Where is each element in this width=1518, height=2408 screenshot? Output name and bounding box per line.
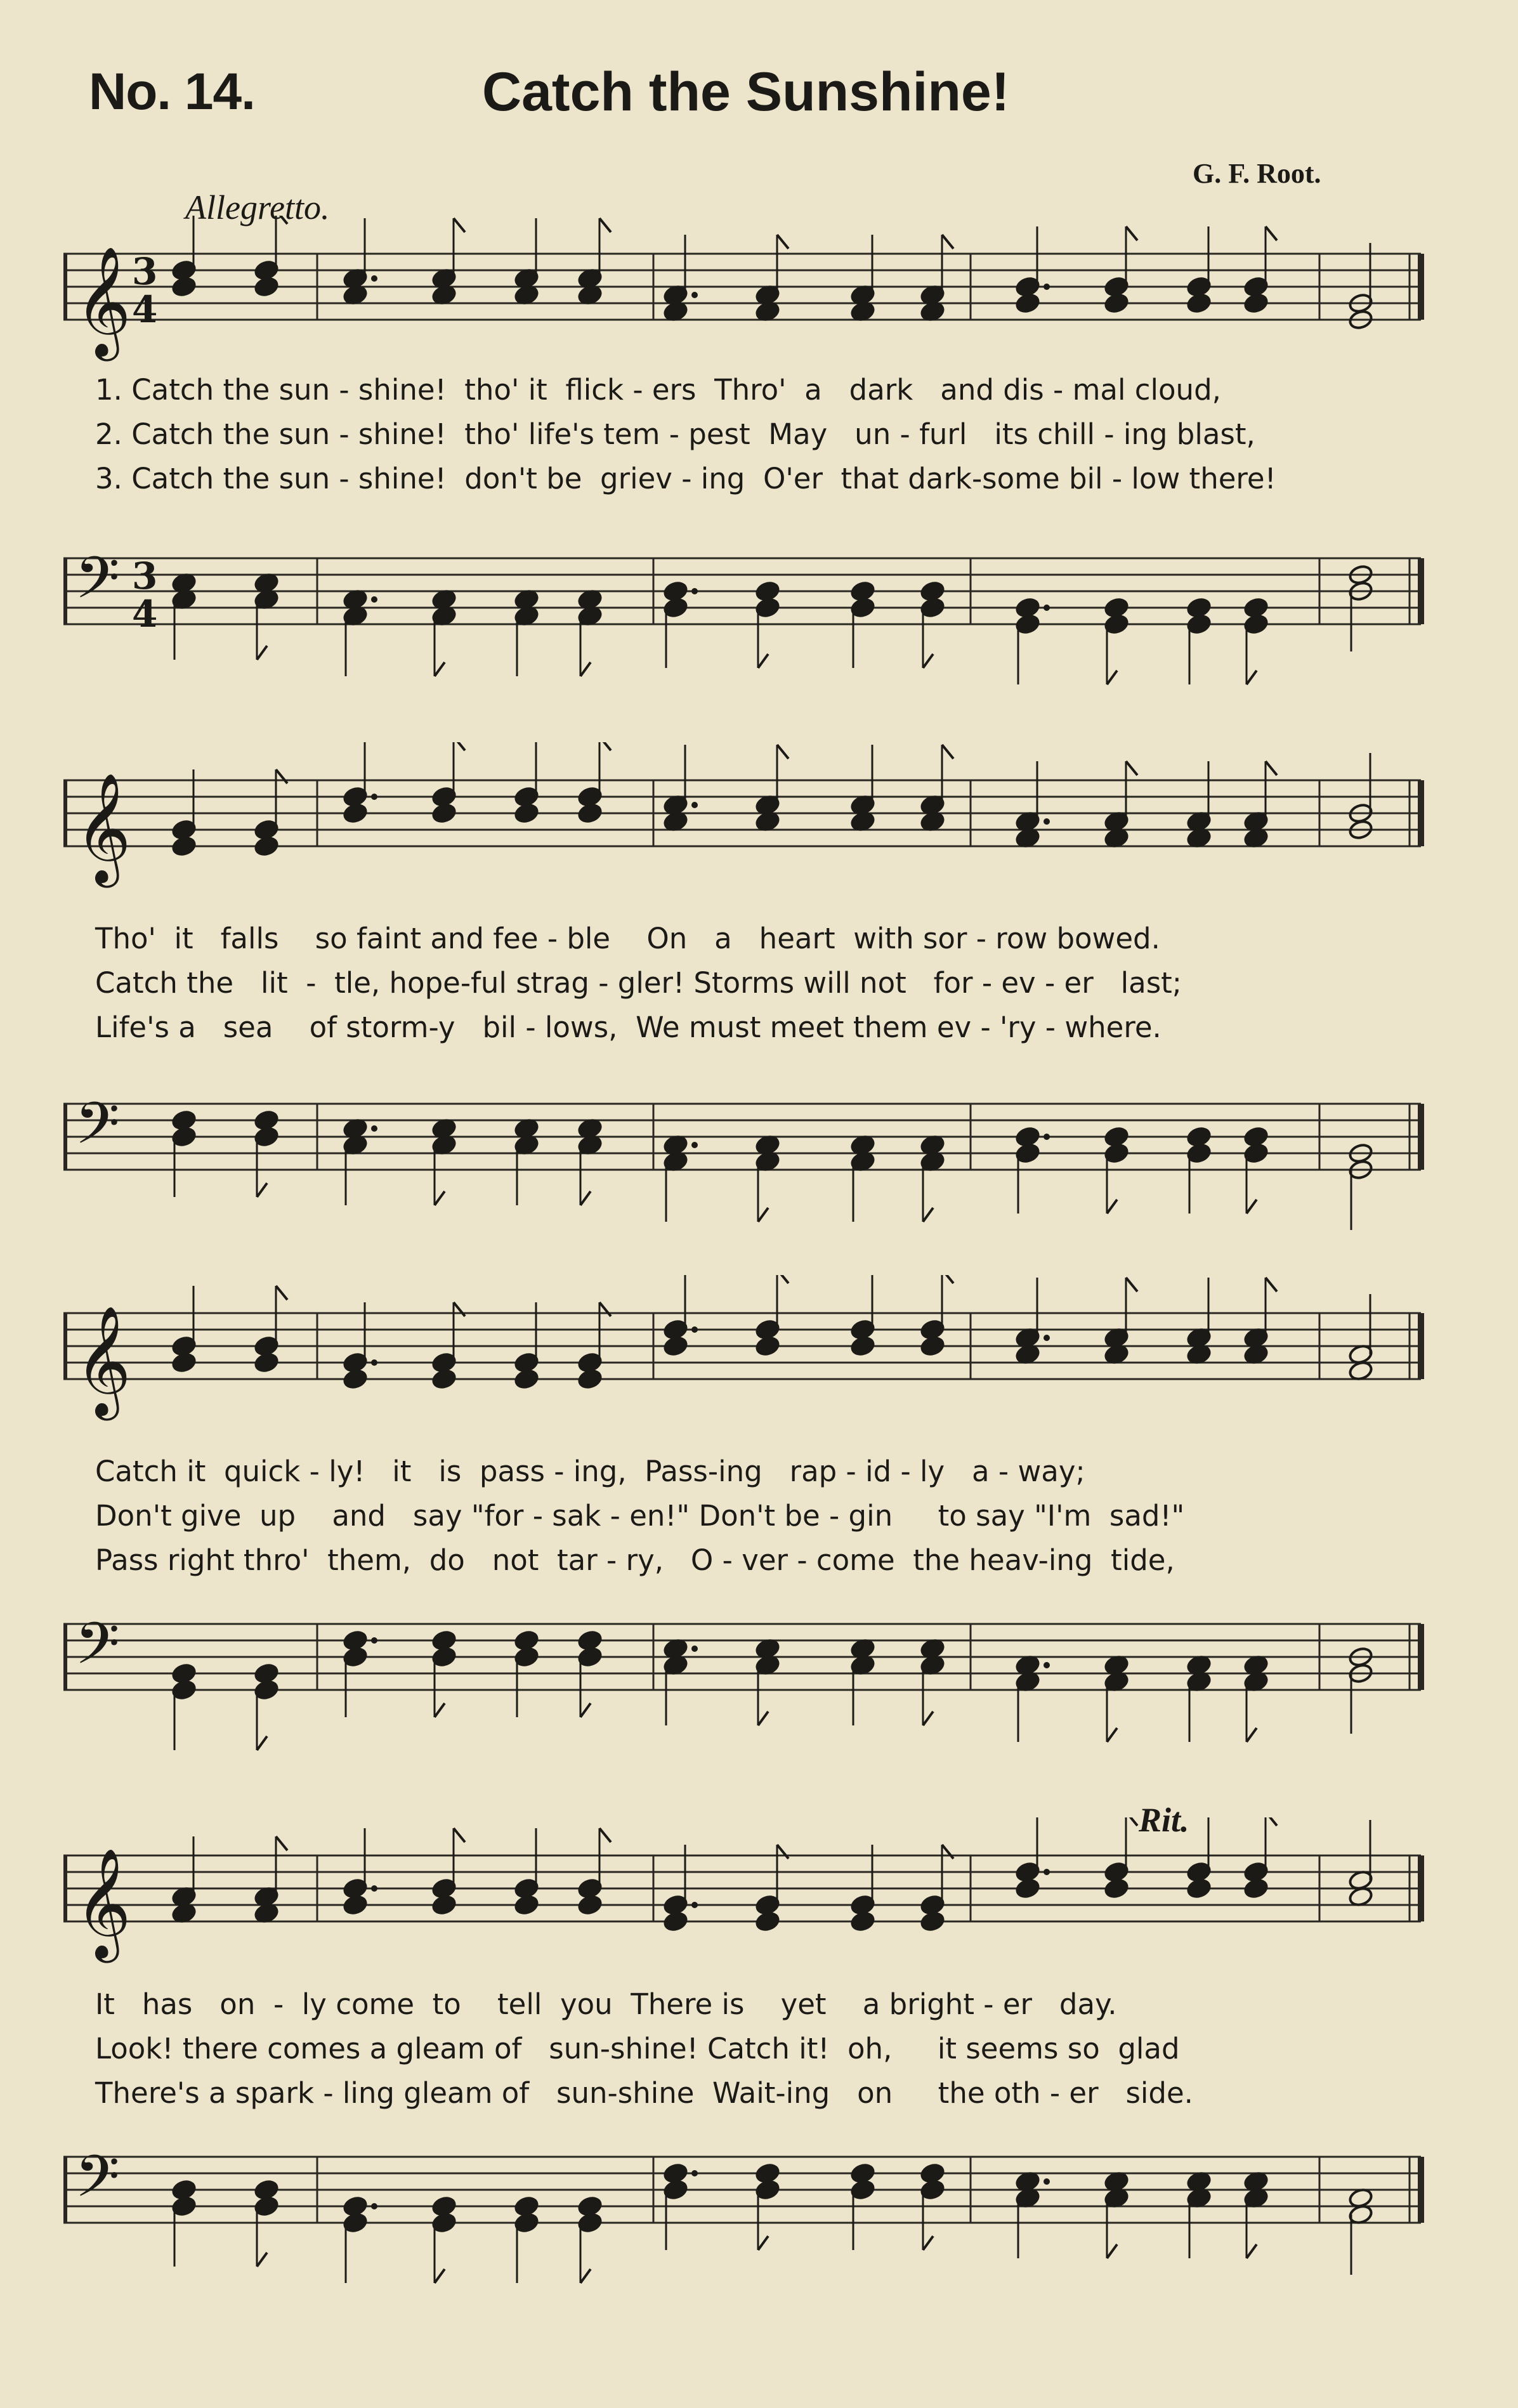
dot <box>691 2170 698 2176</box>
dot <box>691 588 698 594</box>
eighth-flag <box>1246 1728 1257 1742</box>
quarter-note <box>755 1335 780 1357</box>
lyric-verse-3: There's a spark - ling gleam of sun-shine Wait-ing on the oth - er side. <box>95 2076 1193 2110</box>
eighth-flag <box>454 1302 465 1316</box>
eighth-flag <box>923 1711 933 1725</box>
dot <box>1044 1662 1050 1668</box>
quarter-note <box>514 802 539 824</box>
quarter-note <box>431 1368 457 1390</box>
eighth-flag <box>1246 2244 1257 2258</box>
eighth-flag <box>923 2236 933 2250</box>
quarter-note <box>1104 1878 1129 1899</box>
eighth-flag <box>580 662 591 676</box>
dot <box>691 292 698 298</box>
quarter-note <box>1104 292 1129 314</box>
eighth-flag <box>257 1736 267 1750</box>
dot <box>1044 2178 1050 2185</box>
eighth-flag <box>1266 1278 1277 1292</box>
eighth-flag <box>599 742 611 750</box>
eighth-flag <box>257 646 267 660</box>
quarter-note <box>254 276 279 298</box>
dot <box>691 802 698 808</box>
dot <box>1044 284 1050 290</box>
lyric-verse-1: Catch it quick - ly! it is pass - ing, Pass-ing rap - id - ly a - way; <box>95 1455 1085 1488</box>
hymn-title: Catch the Sunshine! <box>482 62 1010 122</box>
dot <box>371 596 377 603</box>
eighth-flag <box>276 1836 287 1850</box>
eighth-flag <box>1107 1200 1117 1214</box>
time-signature-bottom: 4 <box>132 288 158 331</box>
eighth-flag <box>942 745 953 759</box>
quarter-note <box>755 1911 780 1932</box>
bass-staff-system-1 <box>63 520 1434 685</box>
lyric-verse-1: 1. Catch the sun - shine! tho' it flick - ers Thro' a dark and dis - mal cloud, <box>95 373 1221 407</box>
bass-staff-system-2 <box>63 1066 1434 1231</box>
eighth-flag <box>454 218 465 232</box>
dot <box>1044 605 1050 611</box>
time-signature-top: 3 <box>132 554 158 598</box>
eighth-flag <box>454 742 465 750</box>
treble-staff-system-1 <box>63 216 1434 368</box>
eighth-flag <box>257 2253 267 2267</box>
quarter-note <box>343 1368 368 1390</box>
bass-clef-icon: 𝄢 <box>75 2143 120 2224</box>
quarter-note <box>171 276 197 298</box>
eighth-flag <box>1266 1817 1277 1826</box>
eighth-flag <box>1126 761 1137 775</box>
eighth-flag <box>758 1208 768 1222</box>
bass-staff-system-3 <box>63 1586 1434 1751</box>
eighth-flag <box>923 1208 933 1222</box>
lyric-verse-1: Tho' it falls so faint and fee - ble On a heart with sor - row bowed. <box>95 922 1160 955</box>
eighth-flag <box>599 1302 611 1316</box>
bass-clef-icon: 𝄢 <box>75 1610 120 1691</box>
quarter-note <box>577 1368 603 1390</box>
eighth-flag <box>942 235 953 249</box>
dot <box>371 1885 377 1892</box>
quarter-note <box>254 835 279 857</box>
bass-clef-icon: 𝄢 <box>75 1090 120 1171</box>
dot <box>691 1326 698 1333</box>
quarter-note <box>1015 1878 1040 1899</box>
eighth-flag <box>758 654 768 668</box>
dot <box>691 1902 698 1908</box>
lyric-verse-1: It has on - ly come to tell you There is yet a bright - er day. <box>95 1987 1117 2021</box>
quarter-note <box>431 1894 457 1916</box>
treble-staff-system-3 <box>63 1275 1434 1440</box>
dot <box>371 1637 377 1644</box>
bass-staff-system-4 <box>63 2119 1434 2284</box>
eighth-flag <box>1107 671 1117 684</box>
treble-staff-system-2 <box>63 742 1434 894</box>
eighth-flag <box>1246 1200 1257 1214</box>
eighth-flag <box>580 1703 591 1717</box>
eighth-flag <box>435 1191 445 1205</box>
quarter-note <box>577 1894 603 1916</box>
quarter-note <box>663 1335 688 1357</box>
eighth-flag <box>580 2269 591 2283</box>
quarter-note <box>431 802 457 824</box>
eighth-flag <box>923 654 933 668</box>
quarter-note <box>514 1894 539 1916</box>
dot <box>1044 818 1050 825</box>
tempo-marking: Allegretto. <box>185 188 330 226</box>
dot <box>1044 1134 1050 1140</box>
dot <box>371 1125 377 1132</box>
lyric-verse-3: Pass right thro' them, do not tar - ry, O - ver - come the heav-ing tide, <box>95 1543 1175 1577</box>
eighth-flag <box>1266 761 1277 775</box>
quarter-note <box>1186 292 1212 314</box>
lyrics-system-1 <box>95 368 1421 501</box>
eighth-flag <box>777 235 788 249</box>
eighth-flag <box>1126 1278 1137 1292</box>
treble-clef-icon: 𝄞 <box>75 1848 131 1958</box>
eighth-flag <box>435 1703 445 1717</box>
dot <box>691 1142 698 1148</box>
dot <box>1044 1335 1050 1341</box>
bass-clef-icon: 𝄢 <box>75 544 120 625</box>
eighth-flag <box>1107 1728 1117 1742</box>
eighth-flag <box>1126 226 1137 240</box>
time-signature-top: 3 <box>132 250 158 293</box>
eighth-flag <box>599 1828 611 1842</box>
eighth-flag <box>758 2236 768 2250</box>
lyric-verse-2: Look! there comes a gleam of sun-shine! Catch it! oh, it seems so glad <box>95 2032 1180 2065</box>
eighth-flag <box>777 1275 788 1283</box>
eighth-flag <box>276 1286 287 1300</box>
eighth-flag <box>276 216 287 224</box>
quarter-note <box>343 1894 368 1916</box>
lyrics-system-4 <box>95 1982 1421 2116</box>
dot <box>371 1359 377 1366</box>
eighth-flag <box>435 662 445 676</box>
quarter-note <box>577 802 603 824</box>
eighth-flag <box>758 1711 768 1725</box>
dot <box>371 2203 377 2209</box>
lyric-verse-2: Don't give up and say "for - sak - en!" Don't be - gin to say "I'm sad!" <box>95 1499 1185 1533</box>
dot <box>371 275 377 282</box>
lyric-verse-3: 3. Catch the sun - shine! don't be griev - ing O'er that dark-some bil - low there! <box>95 462 1276 495</box>
treble-clef-icon: 𝄞 <box>75 246 131 357</box>
eighth-flag <box>1266 226 1277 240</box>
eighth-flag <box>942 1845 953 1859</box>
treble-clef-icon: 𝄞 <box>75 1305 131 1416</box>
dot <box>371 794 377 800</box>
quarter-note <box>663 1911 688 1932</box>
eighth-flag <box>1107 2244 1117 2258</box>
quarter-note <box>920 1335 945 1357</box>
eighth-flag <box>1246 671 1257 684</box>
quarter-note <box>1186 1878 1212 1899</box>
ritardando-marking: Rit. <box>1139 1801 1189 1839</box>
eighth-flag <box>777 1845 788 1859</box>
eighth-flag <box>942 1275 953 1283</box>
eighth-flag <box>276 769 287 783</box>
eighth-flag <box>580 1191 591 1205</box>
eighth-flag <box>599 218 611 232</box>
quarter-note <box>920 1911 945 1932</box>
lyric-verse-3: Life's a sea of storm-y bil - lows, We must meet them ev - 'ry - where. <box>95 1011 1161 1044</box>
quarter-note <box>343 802 368 824</box>
quarter-note <box>171 1352 197 1373</box>
lyric-verse-2: Catch the lit - tle, hope-ful strag - gler! Storms will not for - ev - er last; <box>95 966 1182 1000</box>
composer-credit: G. F. Root. <box>1193 158 1321 189</box>
dot <box>691 1646 698 1652</box>
hymn-number: No. 14. <box>89 63 255 121</box>
lyric-verse-2: 2. Catch the sun - shine! tho' life's tem - pest May un - furl its chill - ing blast, <box>95 417 1255 451</box>
lyrics-system-3 <box>95 1449 1421 1583</box>
quarter-note <box>1243 1878 1269 1899</box>
eighth-flag <box>257 1183 267 1197</box>
quarter-note <box>1015 292 1040 314</box>
quarter-note <box>171 835 197 857</box>
eighth-flag <box>1126 1817 1137 1826</box>
eighth-flag <box>435 2269 445 2283</box>
treble-clef-icon: 𝄞 <box>75 773 131 883</box>
treble-staff-system-4 <box>63 1817 1434 1970</box>
quarter-note <box>254 1352 279 1373</box>
quarter-note <box>850 1335 875 1357</box>
time-signature-bottom: 4 <box>132 592 158 636</box>
quarter-note <box>1243 292 1269 314</box>
lyrics-system-2 <box>95 917 1421 1050</box>
quarter-note <box>850 1911 875 1932</box>
eighth-flag <box>454 1828 465 1842</box>
dot <box>1044 1869 1050 1875</box>
eighth-flag <box>777 745 788 759</box>
quarter-note <box>514 1368 539 1390</box>
